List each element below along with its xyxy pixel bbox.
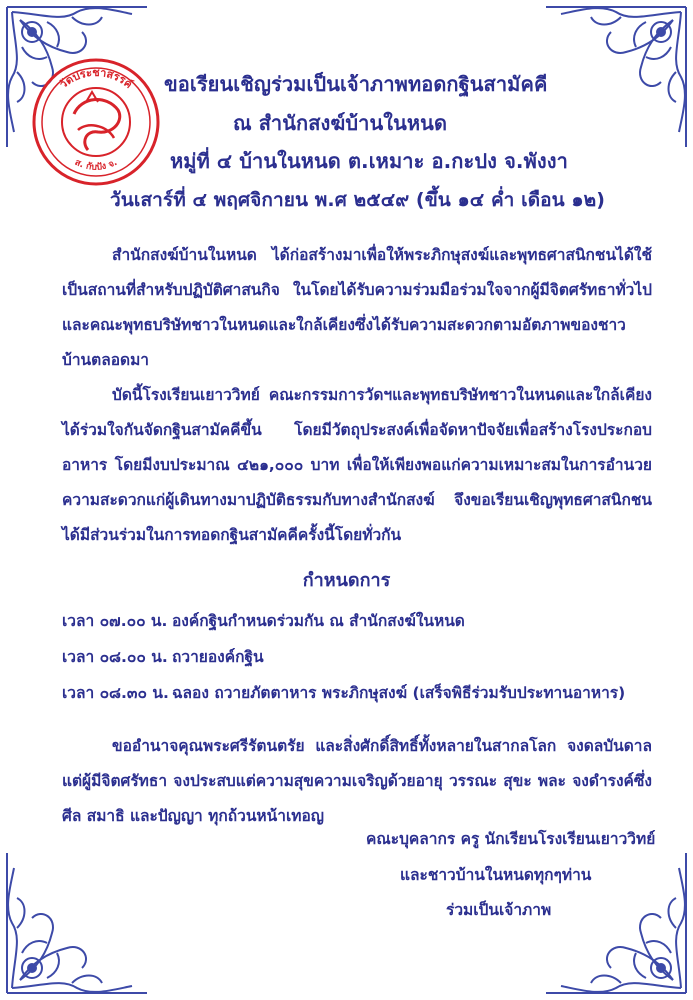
schedule-time: เวลา ๐๘.๐๐ น. [62, 648, 168, 666]
schedule-activity: องค์กฐินกำหนดร่วมกัน ณ สำนักสงฆ์ในหนด [172, 612, 465, 630]
date-line: วันเสาร์ที่ ๔ พฤศจิกายน พ.ศ ๒๕๔๙ (ขึ้น ๑๔ ค่ำ เดือน ๑๒) [110, 189, 606, 211]
schedule-row [62, 680, 625, 705]
temple-seal-stamp [26, 52, 166, 192]
signature-line-2: และชาวบ้านในหนดทุกๆท่าน [400, 866, 592, 884]
body-paragraph-2 [62, 378, 652, 553]
signature-line-3: ร่วมเป็นเจ้าภาพ [446, 901, 552, 919]
schedule-title: กำหนดการ [302, 570, 391, 591]
seal-text-bottom: ส. กับปัง จ. [72, 157, 120, 173]
body-paragraph-1 [62, 238, 652, 378]
corner-ornament-top-right [541, 2, 691, 152]
schedule-row [62, 644, 264, 669]
schedule-row [62, 608, 465, 633]
blessing-text: ขออำนาจคุณพระศรีรัตนตรัย และสิ่งศักดิ์สิทธิ์ทั้งหลายในสากลโลก จงดลบันดาลแต่ผู้มีจิตศรัทธา จงประสบแต่ความสุขความเจริญด้วยอายุ วรรณะ สุขะ พละ จงดำรงค์ซึ่ง ศีล สมาธิ และปัญญา ทุกถ้วนหน้าเทอญ [62, 737, 652, 825]
address-line: หมู่ที่ ๔ บ้านในหนด ต.เหมาะ อ.กะปง จ.พังงา [170, 149, 568, 173]
blessing-paragraph [62, 729, 652, 834]
schedule-activity: ถวายองค์กฐิน [172, 648, 264, 666]
body-paragraph-2-text: บัดนี้โรงเรียนเยาววิทย์ คณะกรรมการวัดฯและพุทธบริษัทชาวในหนดและใกล้เคียงได้ร่วมใจกันจัดกฐินสามัคคีขึ้น โดยมีวัตถุประสงค์เพื่อจัดหาปัจจัยเพื่อสร้างโรงประกอบอาหาร โดยมีงบประมาณ ๔๒๑,๐๐๐ บาท เพื่อให้เพียงพอแก่ความเหมาะสมในการอำนวยความสะดวกแก่ผู้เดินทางมาปฏิบัติธรรมกับทางสำนักสงฆ์ จึงขอเรียนเชิญพุทธศาสนิกชนได้มีส่วนร่วมในการทอดกฐินสามัคคีครั้งนี้โดยทั่วกัน [62, 386, 652, 544]
schedule-activity: ฉลอง ถวายภัตตาหาร พระภิกษุสงฆ์ (เสร็จพิธีร่วมรับประทานอาหาร) [172, 684, 626, 702]
schedule-time: เวลา ๐๘.๓๐ น. [62, 684, 169, 702]
body-paragraph-1-text: สำนักสงฆ์บ้านในหนด ได้ก่อสร้างมาเพื่อให้พระภิกษุสงฆ์และพุทธศาสนิกชนได้ใช้เป็นสถานที่สำหรับปฏิบัติศาสนกิจ ในโดยได้รับความร่วมมือร่วมใจจากผู้มีจิตศรัทธาทั่วไปและคณะพุทธบริษัทชาวในหนดและใกล้เคียงซึ่งได้รับความสะดวกตามอัตภาพของชาวบ้านตลอดมา [62, 246, 652, 369]
venue-line: ณ สำนักสงฆ์บ้านในหนด [233, 111, 448, 135]
seal-text-top: วัดประชาสรรค์ [56, 65, 135, 92]
invitation-title: ขอเรียนเชิญร่วมเป็นเจ้าภาพทอดกฐินสามัคคี [164, 72, 548, 96]
schedule-time: เวลา ๐๗.๐๐ น. [62, 612, 168, 630]
svg-text:ส. กับปัง จ. [73, 158, 119, 173]
signature-line-1: คณะบุคลากร ครู นักเรียนโรงเรียนเยาววิทย์ [366, 830, 656, 848]
corner-ornament-bottom-left [2, 848, 152, 998]
